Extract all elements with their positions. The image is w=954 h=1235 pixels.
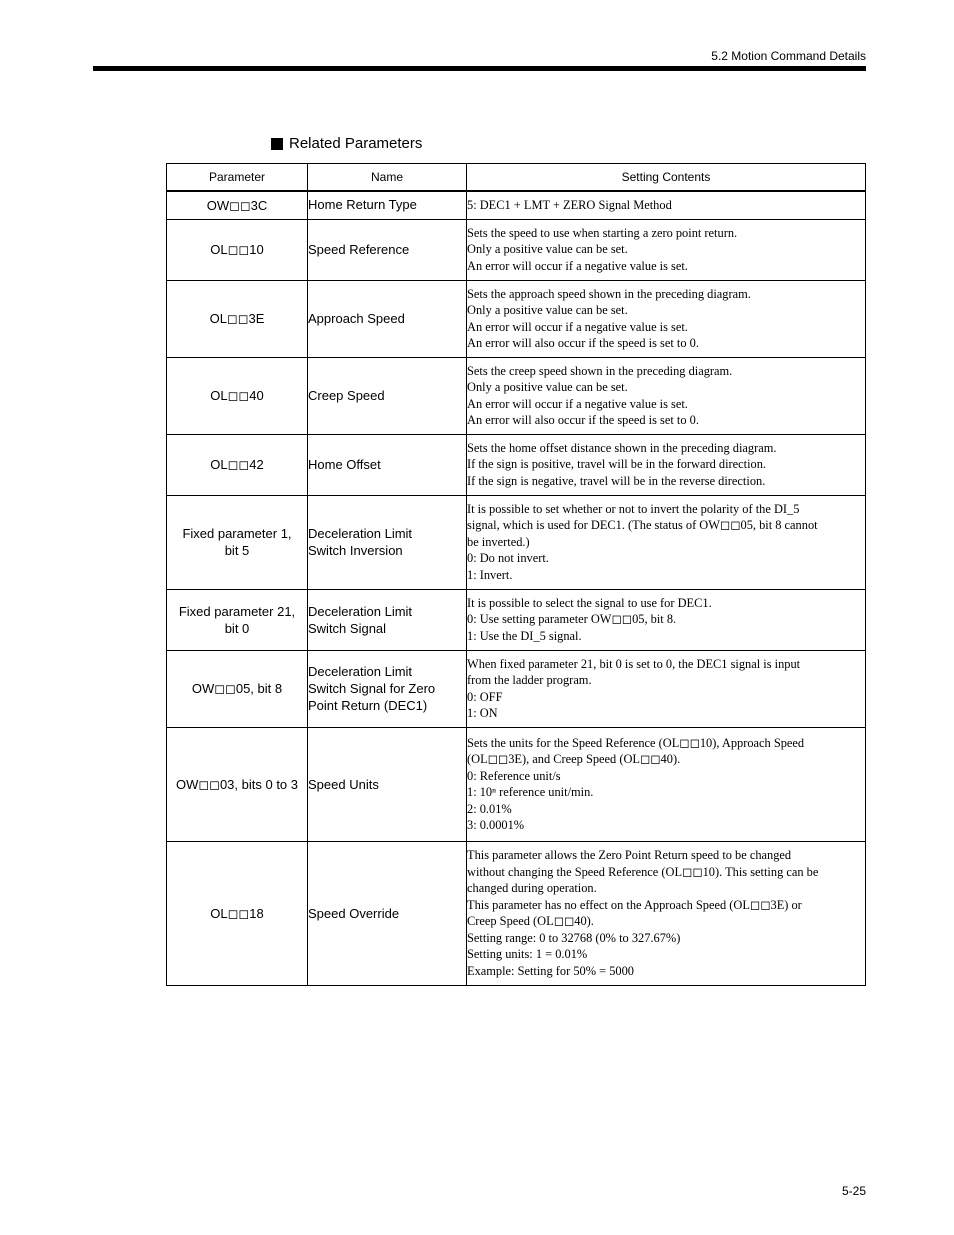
- name-cell: Home Offset: [308, 434, 467, 495]
- parameter-cell: OW◻◻03, bits 0 to 3: [167, 727, 308, 841]
- setting-cell: It is possible to set whether or not to invert the polarity of the DI_5 signal, which is used for DEC1. (The status of OW◻◻05, bit 8 cannot be inverted.) 0: Do not invert. 1: Invert.: [467, 495, 866, 589]
- column-header-name: Name: [308, 164, 467, 192]
- parameter-cell: OL◻◻40: [167, 357, 308, 434]
- table-row: [167, 191, 866, 219]
- name-cell: Speed Reference: [308, 219, 467, 280]
- setting-cell: When fixed parameter 21, bit 0 is set to 0, the DEC1 signal is input from the ladder program. 0: OFF 1: ON: [467, 650, 866, 727]
- running-header: 5.2 Motion Command Details: [711, 49, 866, 63]
- setting-cell: Sets the approach speed shown in the preceding diagram. Only a positive value can be set. An error will occur if a negative value is set. An error will also occur if the speed is set to 0.: [467, 280, 866, 357]
- setting-cell: Sets the home offset distance shown in the preceding diagram. If the sign is positive, travel will be in the forward direction. If the sign is negative, travel will be in the reverse direction.: [467, 434, 866, 495]
- setting-cell: Sets the creep speed shown in the preceding diagram. Only a positive value can be set. An error will occur if a negative value is set. An error will also occur if the speed is set to 0.: [467, 357, 866, 434]
- section-heading: [271, 135, 422, 152]
- setting-cell: Sets the units for the Speed Reference (OL◻◻10), Approach Speed (OL◻◻3E), and Creep Speed (OL◻◻40). 0: Reference unit/s 1: 10ⁿ reference unit/min. 2: 0.01% 3: 0.0001%: [467, 727, 866, 841]
- name-cell: Deceleration Limit Switch Signal: [308, 589, 467, 650]
- table-row: [167, 434, 866, 495]
- black-square-icon: [271, 138, 283, 150]
- name-cell: Deceleration Limit Switch Inversion: [308, 495, 467, 589]
- name-cell: Creep Speed: [308, 357, 467, 434]
- name-cell: Speed Units: [308, 727, 467, 841]
- parameter-cell: OL◻◻10: [167, 219, 308, 280]
- related-parameters-table: [166, 163, 866, 986]
- page-number: 5-25: [841, 1184, 866, 1198]
- section-heading-text: Related Parameters: [289, 135, 423, 152]
- parameter-cell: OL◻◻3E: [167, 280, 308, 357]
- table-row: [167, 589, 866, 650]
- name-cell: Approach Speed: [308, 280, 467, 357]
- table-row: [167, 219, 866, 280]
- column-header-setting: Setting Contents: [467, 164, 866, 192]
- table-row: [167, 727, 866, 841]
- setting-cell: This parameter allows the Zero Point Return speed to be changed without changing the Speed Reference (OL◻◻10). This setting can be changed during operation. This parameter has no effect on the Approach Speed (OL◻◻3E) or Creep Speed (OL◻◻40). Setting range: 0 to 32768 (0% to 327.67%) Setting units: 1 = 0.01% Example: Setting for 50% = 5000: [467, 841, 866, 985]
- setting-cell: Sets the speed to use when starting a zero point return. Only a positive value can be set. An error will occur if a negative value is set.: [467, 219, 866, 280]
- column-header-parameter: Parameter: [167, 164, 308, 192]
- table-row: [167, 841, 866, 985]
- parameter-cell: OW◻◻05, bit 8: [167, 650, 308, 727]
- parameter-cell: Fixed parameter 1, bit 5: [167, 495, 308, 589]
- name-cell: Home Return Type: [308, 191, 467, 219]
- parameter-cell: OW◻◻3C: [167, 191, 308, 219]
- table-row: [167, 650, 866, 727]
- table-row: [167, 357, 866, 434]
- table-row: [167, 495, 866, 589]
- table-header-row: [167, 164, 866, 192]
- table-row: [167, 280, 866, 357]
- parameter-cell: Fixed parameter 21, bit 0: [167, 589, 308, 650]
- parameter-cell: OL◻◻42: [167, 434, 308, 495]
- setting-cell: 5: DEC1 + LMT + ZERO Signal Method: [467, 191, 866, 219]
- header-rule: [93, 66, 866, 71]
- name-cell: Deceleration Limit Switch Signal for Zero Point Return (DEC1): [308, 650, 467, 727]
- name-cell: Speed Override: [308, 841, 467, 985]
- setting-cell: It is possible to select the signal to use for DEC1. 0: Use setting parameter OW◻◻05, bit 8. 1: Use the DI_5 signal.: [467, 589, 866, 650]
- parameter-cell: OL◻◻18: [167, 841, 308, 985]
